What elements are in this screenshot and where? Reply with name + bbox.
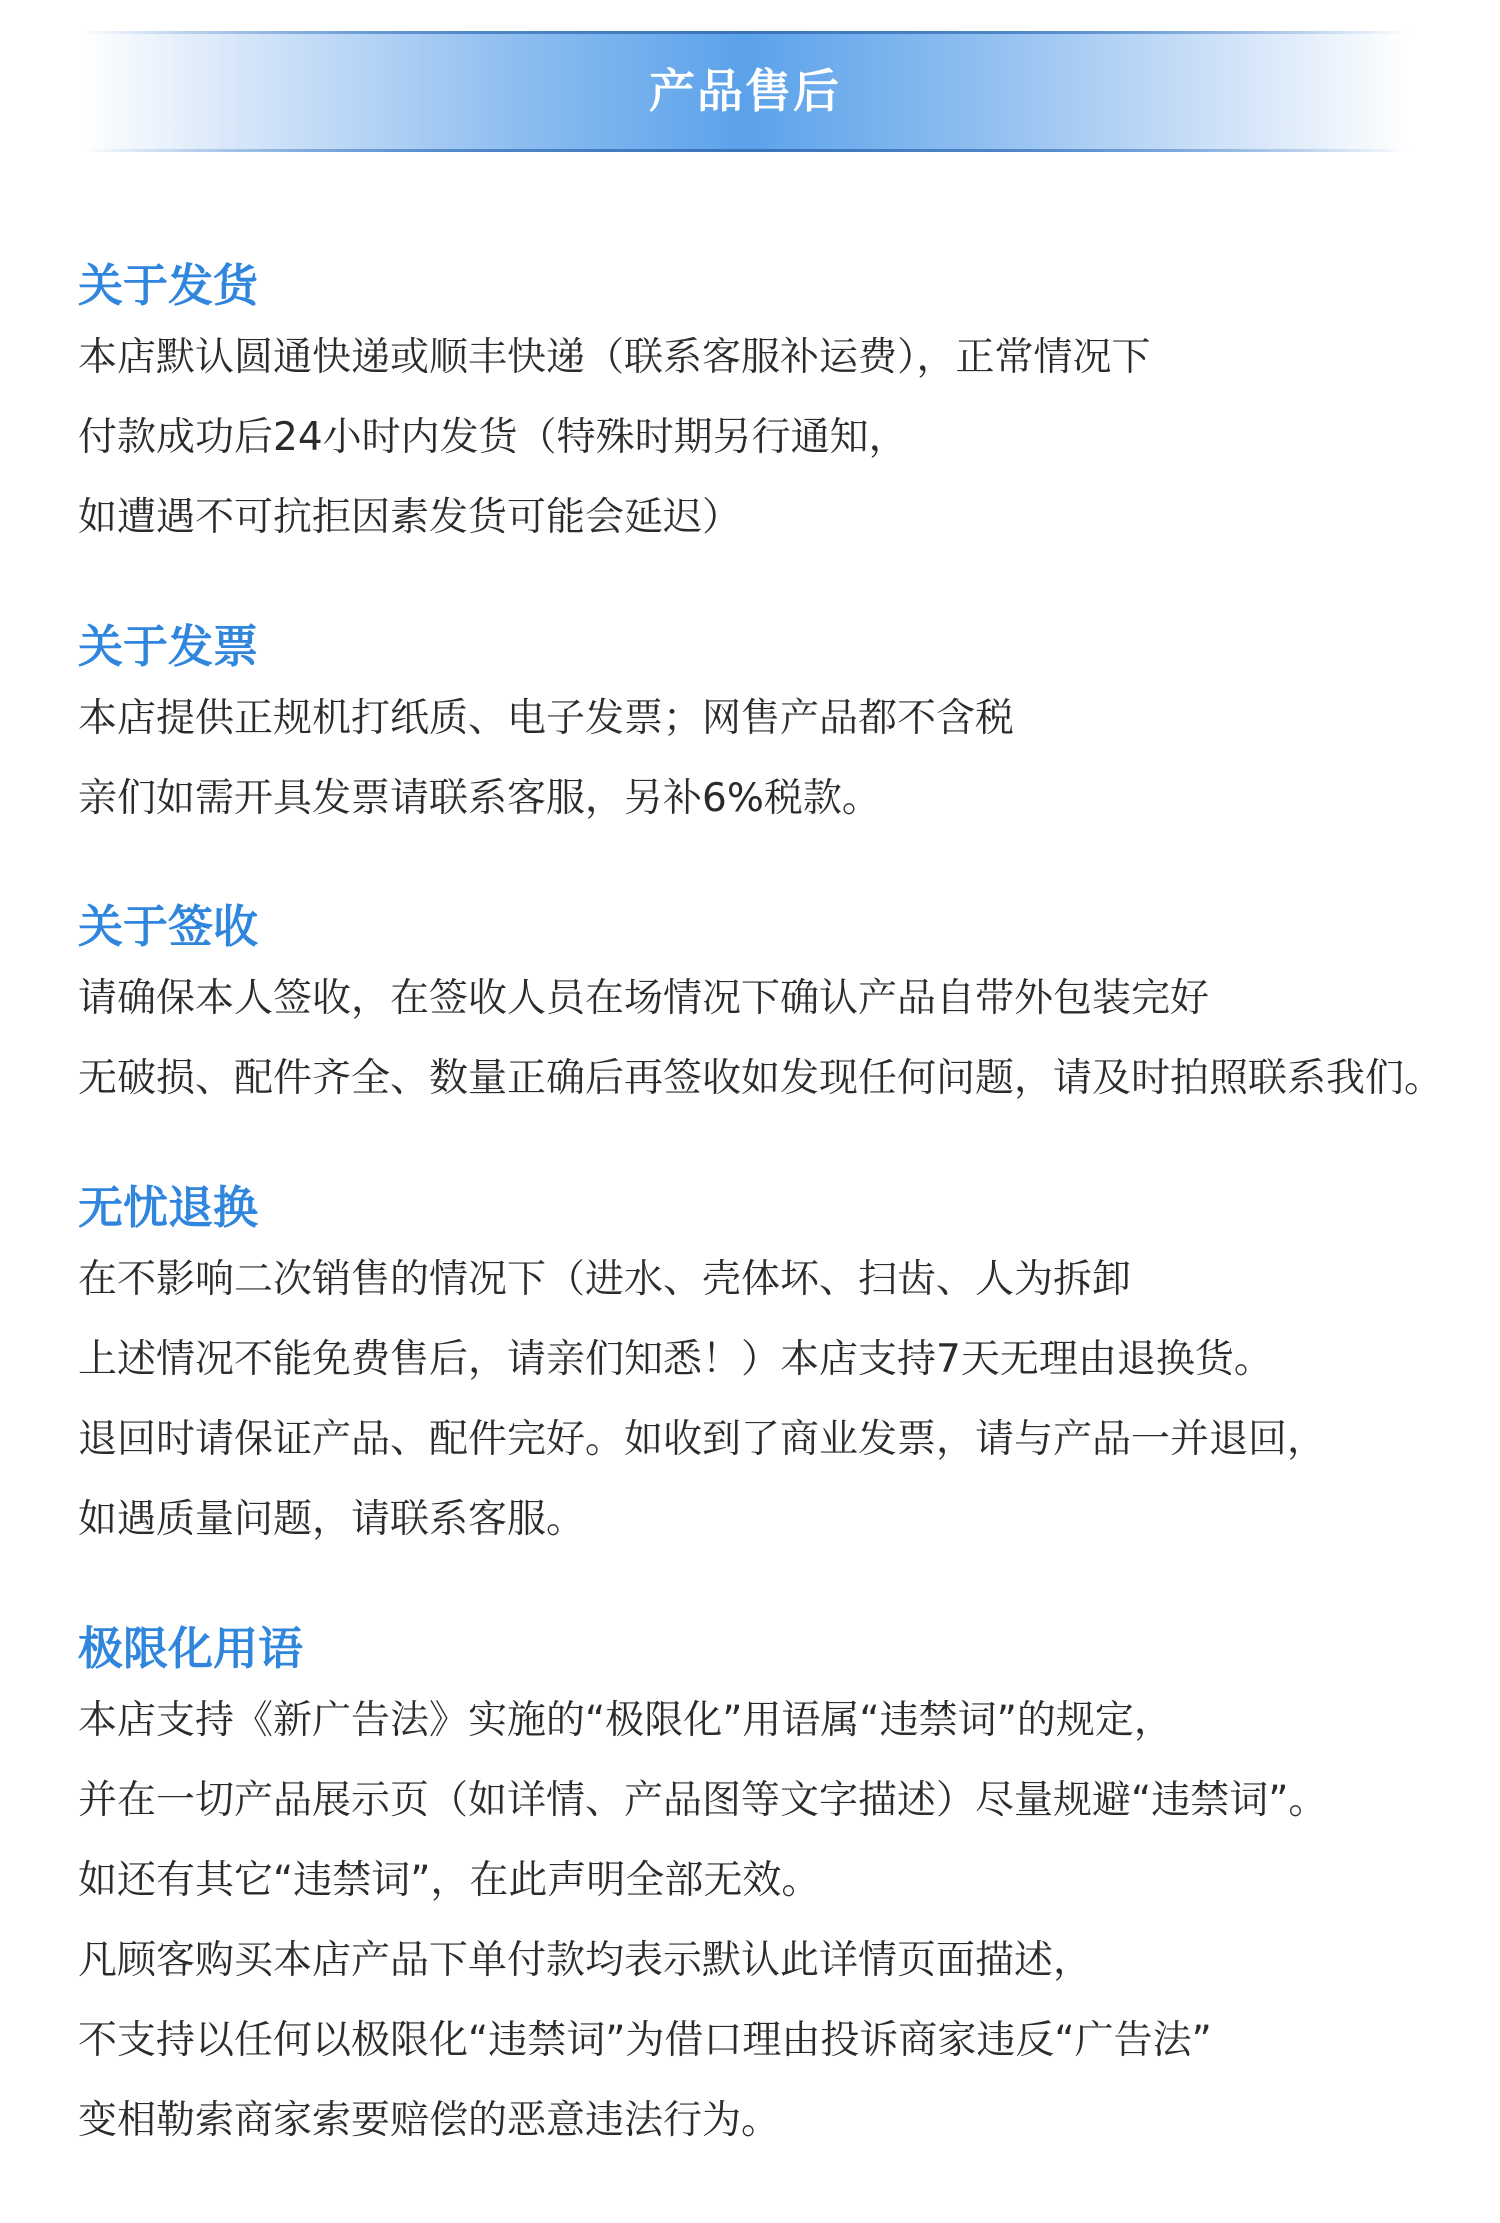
section-text-line: 退回时请保证产品、配件完好。如收到了商业发票，请与产品一并退回， bbox=[78, 1417, 1327, 1462]
page-title: 产品售后 bbox=[649, 64, 841, 118]
section-text-line: 凡顾客购买本店产品下单付款均表示默认此详情页面描述， bbox=[78, 1938, 1093, 1983]
section-title: 无忧退换 bbox=[78, 1181, 259, 1234]
section-returns bbox=[78, 1176, 1326, 1560]
section-text-line: 付款成功后24小时内发货（特殊时期另行通知， bbox=[78, 415, 908, 460]
section-text-line: 不支持以任何以极限化“违禁词”为借口理由投诉商家违反“广告法” bbox=[78, 2018, 1212, 2063]
section-shipping bbox=[78, 254, 1151, 558]
section-text-line: 亲们如需开具发票请联系客服，另补6%税款。 bbox=[78, 776, 881, 821]
section-text-line: 请确保本人签收，在签收人员在场情况下确认产品自带外包装完好 bbox=[78, 976, 1210, 1021]
section-text-line: 本店提供正规机打纸质、电子发票；网售产品都不含税 bbox=[78, 696, 1015, 741]
section-text-line: 变相勒索商家索要赔偿的恶意违法行为。 bbox=[78, 2098, 781, 2143]
section-signing bbox=[78, 895, 1443, 1119]
section-title: 关于发货 bbox=[78, 259, 259, 312]
section-text-line: 本店支持《新广告法》实施的“极限化”用语属“违禁词”的规定， bbox=[78, 1698, 1173, 1743]
section-text-line: 如遭遇不可抗拒因素发货可能会延迟） bbox=[78, 495, 742, 540]
section-text-line: 本店默认圆通快递或顺丰快递（联系客服补运费），正常情况下 bbox=[78, 335, 1151, 380]
section-text-line: 如遇质量问题，请联系客服。 bbox=[78, 1497, 586, 1542]
section-text-line: 上述情况不能免费售后，请亲们知悉！）本店支持7天无理由退换货。 bbox=[78, 1337, 1273, 1382]
section-text-line: 如还有其它“违禁词”，在此声明全部无效。 bbox=[78, 1858, 821, 1903]
section-text-line: 在不影响二次销售的情况下（进水、壳体坏、扫齿、人为拆卸 bbox=[78, 1257, 1132, 1302]
section-title: 关于发票 bbox=[78, 620, 259, 673]
section-title: 极限化用语 bbox=[78, 1622, 304, 1675]
section-text-line: 并在一切产品展示页（如详情、产品图等文字描述）尽量规避“违禁词”。 bbox=[78, 1778, 1328, 1823]
section-text-line: 无破损、配件齐全、数量正确后再签收如发现任何问题，请及时拍照联系我们。 bbox=[78, 1056, 1444, 1101]
section-extreme-terms bbox=[78, 1617, 1327, 2161]
section-title: 关于签收 bbox=[78, 900, 259, 953]
header-banner bbox=[80, 31, 1410, 152]
section-invoice bbox=[78, 615, 1014, 839]
